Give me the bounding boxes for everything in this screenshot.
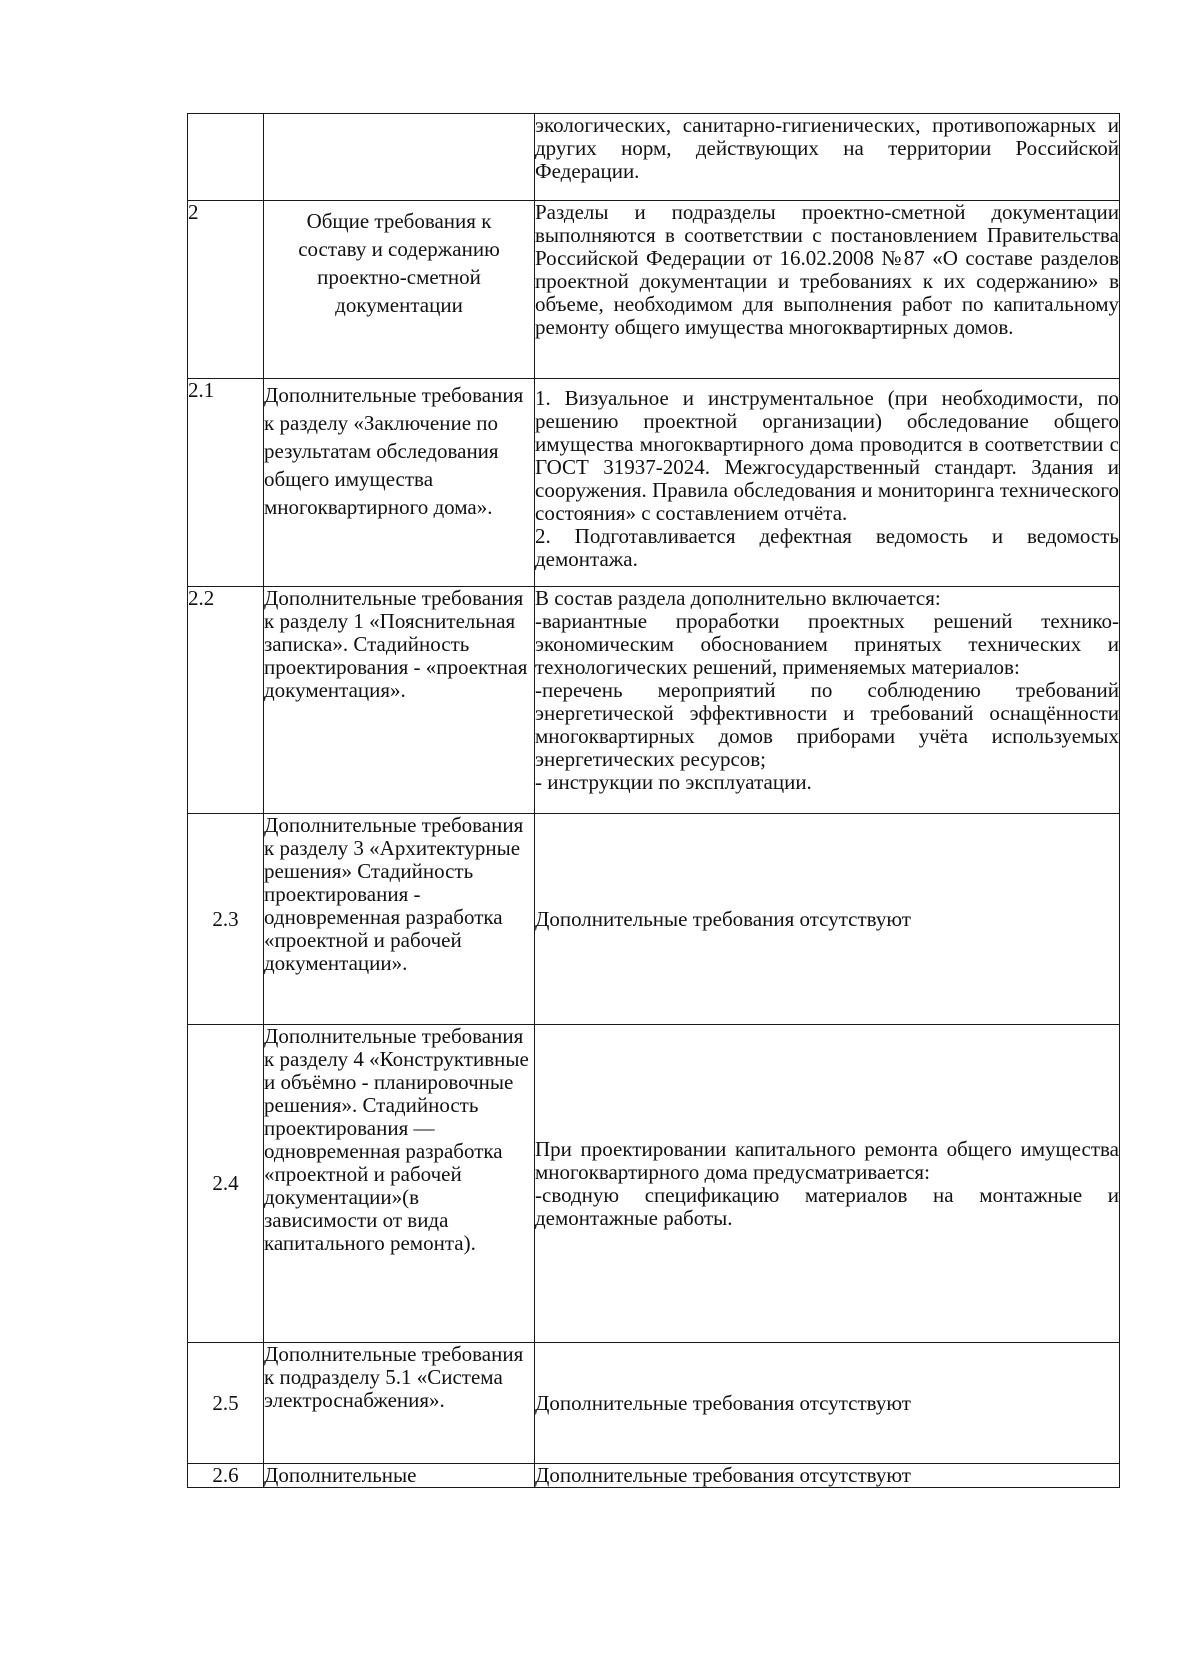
description-paragraph: Дополнительные требования отсутствуют (535, 1390, 911, 1415)
row-description (535, 1464, 1120, 1488)
description-paragraph: экологических, санитарно-гигиенических, противопожарных и других норм, действующих на территории Российской Федерации. (535, 113, 1119, 183)
description-paragraph: Дополнительные требования отсутствуют (535, 906, 911, 931)
description-paragraph: 1. Визуальное и инструментальное (при необходимости, по решению проектной организации) обследование общего имущества многоквартирного дома проводится в соответствии с ГОСТ 31937-2024. Межгосударственный стандарт. Здания и сооружения. Правила обследования и мониторинга технического состояния» с составлением отчёта. (535, 386, 1119, 525)
row-description (535, 814, 1120, 1025)
row-description (535, 1343, 1120, 1464)
description-paragraph: 2. Подготавливается дефектная ведомость и ведомость демонтажа. (535, 524, 1119, 571)
table-row (188, 114, 1120, 201)
description-paragraph: -сводную спецификацию материалов на монтажные и демонтажные работы. (535, 1182, 1119, 1230)
table-row (188, 587, 1120, 814)
row-number: 2.3 (188, 814, 264, 1025)
row-title: Дополнительные требования к подразделу 5.1 «Система электроснабжения». (264, 1343, 535, 1464)
row-number: 2.4 (188, 1025, 264, 1343)
table-row (188, 201, 1120, 379)
row-number: 2.1 (188, 379, 264, 587)
row-title: Дополнительные требования к разделу 3 «Архитектурные решения» Стадийность проектирования - одновременная разработка «проектной и рабочей документации». (264, 814, 535, 1025)
row-title: Дополнительные (264, 1464, 535, 1488)
description-paragraph: -вариантные проработки проектных решений технико- экономическим обоснованием принятых технических и технологических решений, применяемых материалов: (535, 609, 1119, 679)
description-paragraph: При проектировании капитального ремонта общего имущества многоквартирного дома предусматривается: (535, 1136, 1119, 1184)
description-paragraph: Разделы и подразделы проектно-сметной документации выполняются в соответствии с постановлением Правительства Российской Федерации от 16.02.2008 №87 «О составе разделов проектной документации и требованиях к их содержанию» в объеме, необходимом для выполнения работ по капитальному ремонту общего имущества многоквартирных домов. (535, 200, 1119, 339)
row-description (535, 379, 1120, 587)
row-description (535, 114, 1120, 201)
table-row (188, 1464, 1120, 1488)
row-number: 2 (188, 201, 264, 379)
row-title: Дополнительные требования к разделу 4 «Конструктивные и объёмно - планировочные решения». Стадийность проектирования — одновременная разработка «проектной и рабочей документации»(в зависимости от вида капитального ремонта). (264, 1025, 535, 1343)
table-row (188, 814, 1120, 1025)
description-paragraph: В состав раздела дополнительно включается: (535, 586, 941, 610)
row-description (535, 587, 1120, 814)
row-title: Дополнительные требования к разделу 1 «Пояснительная записка». Стадийность проектирования - «проектная документация». (264, 587, 535, 814)
row-description (535, 1025, 1120, 1343)
row-title: Дополнительные требования к разделу «Заключение по результатам обследования общего имущества многоквартирного дома». (264, 379, 535, 587)
table-row (188, 379, 1120, 587)
table-row (188, 1343, 1120, 1464)
row-number: 2.2 (188, 587, 264, 814)
row-number: 2.5 (188, 1343, 264, 1464)
row-title (264, 114, 535, 201)
requirements-table (187, 113, 1120, 1488)
description-paragraph: Дополнительные требования отсутствуют (535, 1463, 911, 1487)
row-description (535, 201, 1120, 379)
row-number (188, 114, 264, 201)
description-paragraph: -перечень мероприятий по соблюдению требований энергетической эффективности и требований оснащённости многоквартирных домов приборами учёта используемых энергетических ресурсов; (535, 678, 1119, 771)
description-paragraph: - инструкции по эксплуатации. (535, 770, 812, 794)
table-row (188, 1025, 1120, 1343)
row-title: Общие требования к составу и содержанию проектно-сметной документации (264, 201, 535, 379)
row-number: 2.6 (188, 1464, 264, 1488)
